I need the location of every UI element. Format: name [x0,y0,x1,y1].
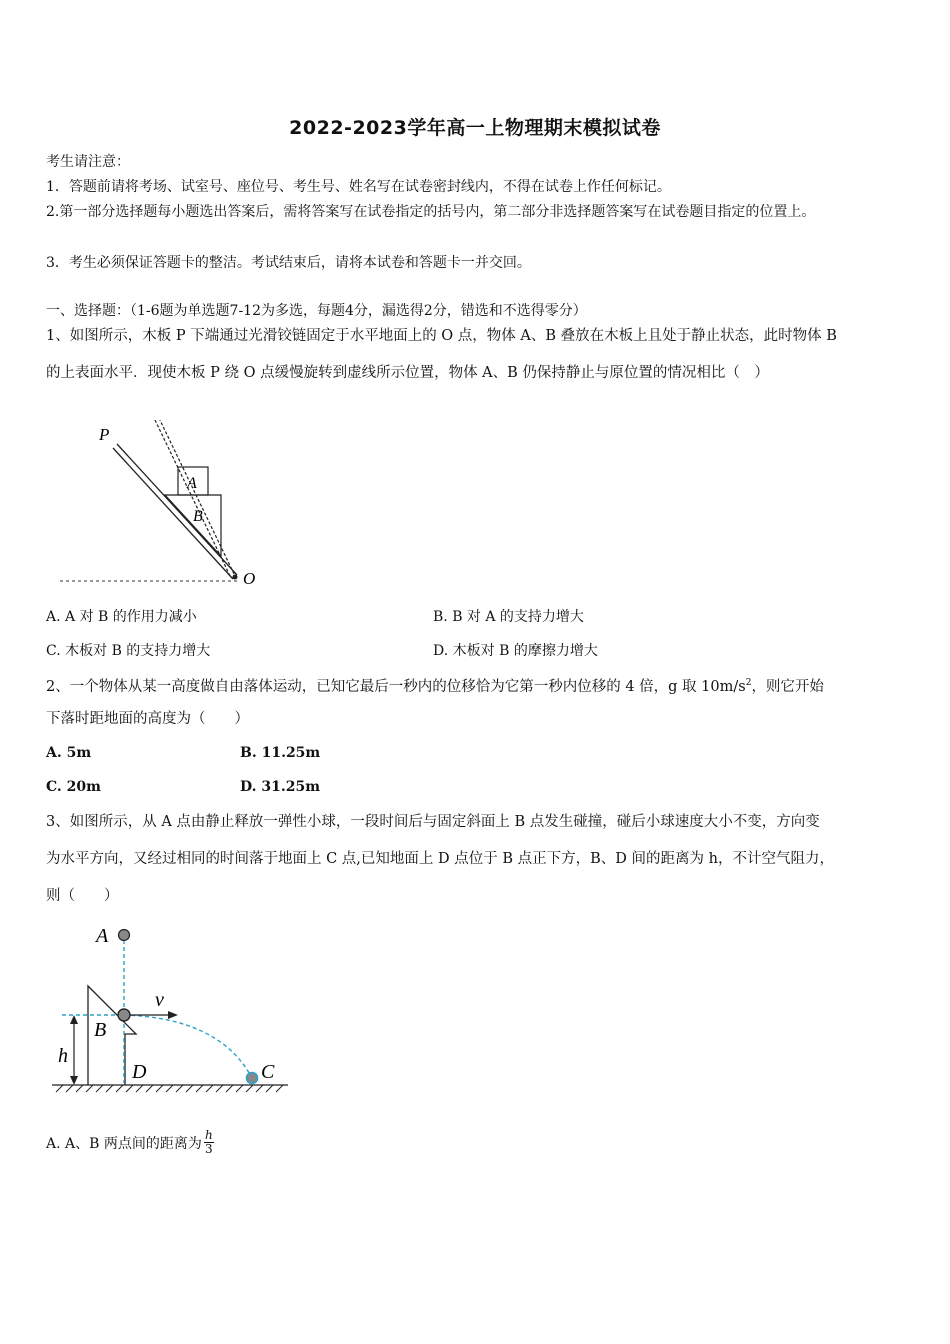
block-b [165,495,221,556]
label-p: P [99,425,110,444]
height-arrow [70,1015,78,1085]
ball-at-c [247,1073,258,1084]
q3-figure [50,918,300,1098]
q3-text-line2: 为水平方向，又经过相同的时间落于地面上 C 点,已知地面上 D 点位于 B 点正下方，B、D 间的距离为 h，不计空气阻力， [46,851,834,867]
notice-item-3: 3．考生必须保证答题卡的整洁。考试结束后，请将本试卷和答题卡一并交回。 [46,255,531,271]
label-a: A [96,925,109,947]
label-b: B [193,508,203,525]
section-heading: 一、选择题：（1-6题为单选题7-12为多选，每题4分，漏选得2分，错选和不选得零分） [46,303,587,319]
q3-text-line3: 则（ ） [46,888,119,904]
q1-option-a: A. A 对 B 的作用力减小 [46,609,197,625]
q1-option-b: B. B 对 A 的支持力增大 [433,609,584,625]
label-h: h [58,1045,68,1067]
label-d: D [132,1061,147,1083]
board-p [113,444,237,579]
label-b: B [94,1019,107,1041]
page-title: 2022-2023学年高一上物理期末模拟试卷 [289,117,661,139]
q2-option-a: A. 5m [46,745,92,761]
pivot-o [233,575,238,580]
ball-at-a [119,930,130,941]
fraction-h-over-3: $\frac{h}{3}$ [204,1128,213,1156]
q1-figure [55,420,275,590]
notice-item-1: 1．答题前请将考场、试室号、座位号、考生号、姓名写在试卷密封线内，不得在试卷上作任何标记。 [46,179,671,195]
label-c: C [261,1061,275,1083]
q3-text-line1: 3、如图所示，从 A 点由静止释放一弹性小球，一段时间后与固定斜面上 B 点发生碰撞，碰后小球速度大小不变，方向变 [46,814,820,830]
q1-text-line2: 的上表面水平．现使木板 P 绕 O 点缓慢旋转到虚线所示位置，物体 A、B 仍保持静止与原位置的情况相比（ ） [46,365,769,381]
ball-at-b [118,1009,130,1021]
q2-option-c: C. 20m [46,779,101,795]
q2-text-line1: 2、一个物体从某一高度做自由落体运动，已知它最后一秒内的位移恰为它第一秒内位移的 4 倍，g 取 $10m/s^2$，则它开始 [46,678,824,695]
q3-option-a: A. A、B 两点间的距离为 $\frac{h}{3}$ [46,1128,213,1156]
ground-hatch [56,1085,283,1092]
q2-option-d: D. 31.25m [240,779,321,795]
label-a: A [187,475,197,492]
notice-item-2: 2.第一部分选择题每小题选出答案后，需将答案写在试卷指定的括号内，第二部分非选择题答案写在试卷题目指定的位置上。 [46,204,816,220]
q1-option-c: C. 木板对 B 的支持力增大 [46,643,211,659]
label-v: v [155,989,164,1011]
notice-header: 考生请注意： [46,154,130,170]
q1-text-line1: 1、如图所示，木板 P 下端通过光滑铰链固定于水平地面上的 O 点，物体 A、B 叠放在木板上且处于静止状态，此时物体 B [46,328,837,344]
q1-option-d: D. 木板对 B 的摩擦力增大 [433,643,598,659]
label-o: O [243,569,256,588]
q2-text-line2: 下落时距地面的高度为（ ） [46,711,249,727]
q2-option-b: B. 11.25m [240,745,321,761]
